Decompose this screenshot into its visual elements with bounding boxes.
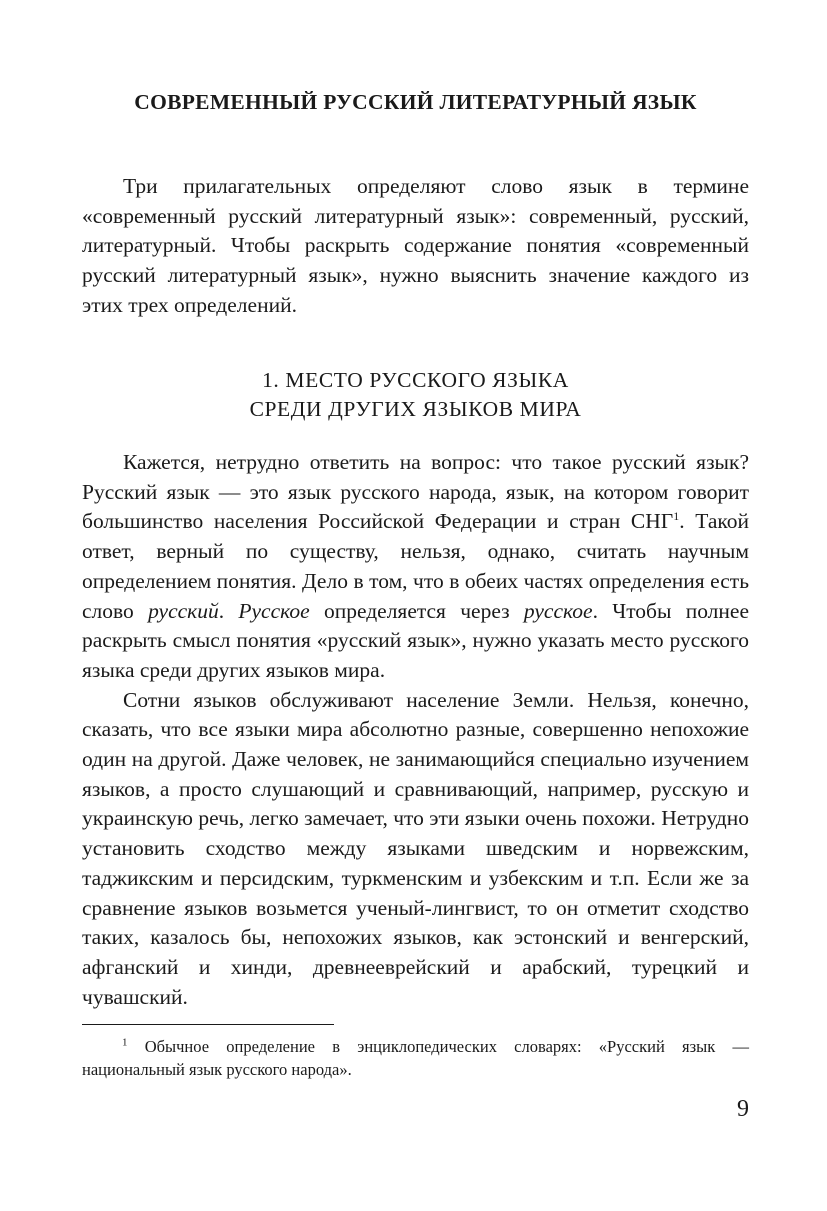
footnote-marker: 1 [122, 1036, 128, 1049]
chapter-title: СОВРЕМЕННЫЙ РУССКИЙ ЛИТЕРАТУРНЫЙ ЯЗЫК [134, 90, 697, 114]
section-title-line-2: СРЕДИ ДРУГИХ ЯЗЫКОВ МИРА [249, 397, 582, 421]
section-title [82, 366, 749, 424]
footnote: $^1$ Обычное определение в энциклопедических словарях: «Русский язык — национальный язык русского народа». [82, 1036, 749, 1079]
footnote-divider [82, 1024, 334, 1025]
footnote-ref: 1 [673, 509, 680, 524]
intro-paragraph: Три прилагательных определяют слово язык в термине «современный русский литературный язык»: современный, русский, литературный. Чтобы раскрыть содержание понятия «современный русский литературный язык», нужно выяснить значение каждого из этих трех определений. [82, 174, 749, 317]
page-number: 9 [737, 1096, 749, 1122]
section-body [82, 448, 749, 1012]
section-title-line-1: 1. МЕСТО РУССКОГО ЯЗЫКА [262, 368, 569, 392]
paragraph-1: Кажется, нетрудно ответить на вопрос: что такое русский язык? Русский язык — это язык русского народа, язык, на котором говорит большинство населения Российской Федерации и стран СНГ$^1$. Такой ответ, верный по существу, нельзя, однако, считать научным определением понятия. Дело в том, что в обеих частях определения есть слово русский. Русское определяется через русское. Чтобы полнее раскрыть смысл понятия «русский язык», нужно указать место русского языка среди других языков мира. [82, 450, 750, 682]
paragraph-2: Сотни языков обслуживают население Земли. Нельзя, конечно, сказать, что все языки мира абсолютно разные, совершенно непохожие один на другой. Даже человек, не занимающийся специально изучением языков, а просто слушающий и сравнивающий, например, русскую и украинскую речь, легко замечает, что эти языки очень похожи. Нетрудно установить сходство между языками шведским и норвежским, таджикским и персидским, туркменским и узбекским и т.п. Если же за сравнение языков возьмется ученый-лингвист, то он отметит сходство таких, казалось бы, непохожих языков, как эстонский и венгерский, афганский и хинди, древнееврейский и арабский, турецкий и чувашский. [82, 687, 749, 1009]
